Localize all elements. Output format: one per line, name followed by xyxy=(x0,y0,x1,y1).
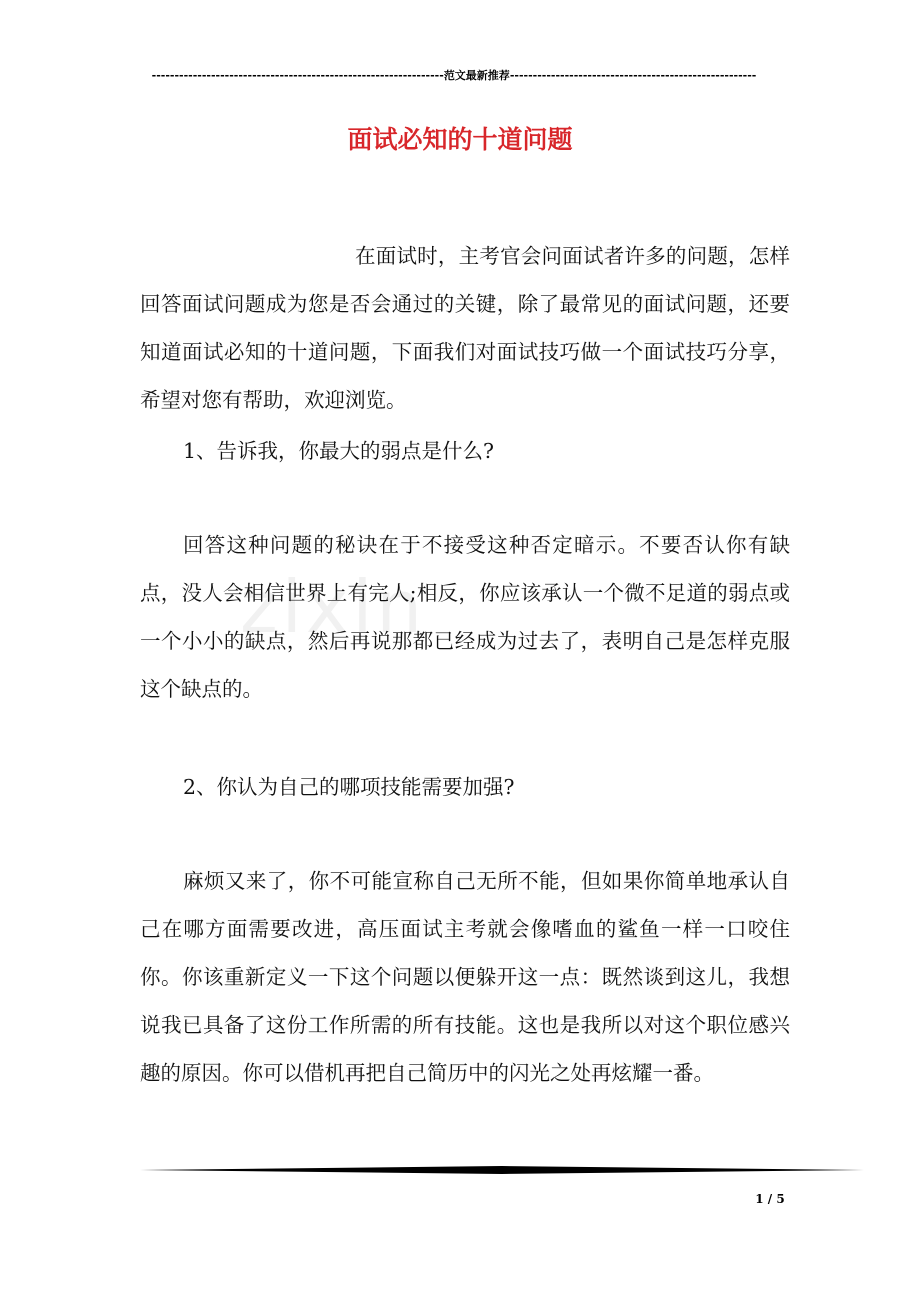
header-right-dashes: ------------------------------------------------------ xyxy=(509,69,757,82)
header-left-dashes: ---------------------------------------------------------------- xyxy=(151,69,444,82)
answer-2: 麻烦又来了，你不可能宣称自己无所不能，但如果你简单地承认自己在哪方面需要改进，高压面试主考就会像嗜血的鲨鱼一样一口咬住你。你该重新定义一下这个问题以便躲开这一点：既然谈到这儿，我想说我已具备了这份工作所需的所有技能。这也是我所以对这个职位感兴趣的原因。你可以借机再把自己简历中的闪光之处再炫耀一番。 xyxy=(140,869,790,1085)
watermark-logo: zixin xyxy=(240,565,427,649)
intro-paragraph: 在面试时，主考官会问面试者许多的问题，怎样回答面试问题成为您是否会通过的关键，除了最常见的面试问题，还要知道面试必知的十道问题，下面我们对面试技巧做一个面试技巧分享，希望对您有帮助，欢迎浏览。 xyxy=(140,244,790,412)
footer-divider xyxy=(140,1165,864,1175)
page-header xyxy=(140,68,768,84)
question-1: 1、告诉我，你最大的弱点是什么? xyxy=(183,439,495,463)
question-2: 2、你认为自己的哪项技能需要加强? xyxy=(183,775,515,799)
document-title: 面试必知的十道问题 xyxy=(347,125,573,154)
page-number: 1 / 5 xyxy=(755,1192,785,1206)
header-label: 范文最新推荐 xyxy=(443,69,510,82)
answer-1: 回答这种问题的秘诀在于不接受这种否定暗示。不要否认你有缺点，没人会相信世界上有完人;相反，你应该承认一个微不足道的弱点或一个小小的缺点，然后再说那都已经成为过去了，表明自己是怎样克服这个缺点的。 xyxy=(140,533,790,701)
